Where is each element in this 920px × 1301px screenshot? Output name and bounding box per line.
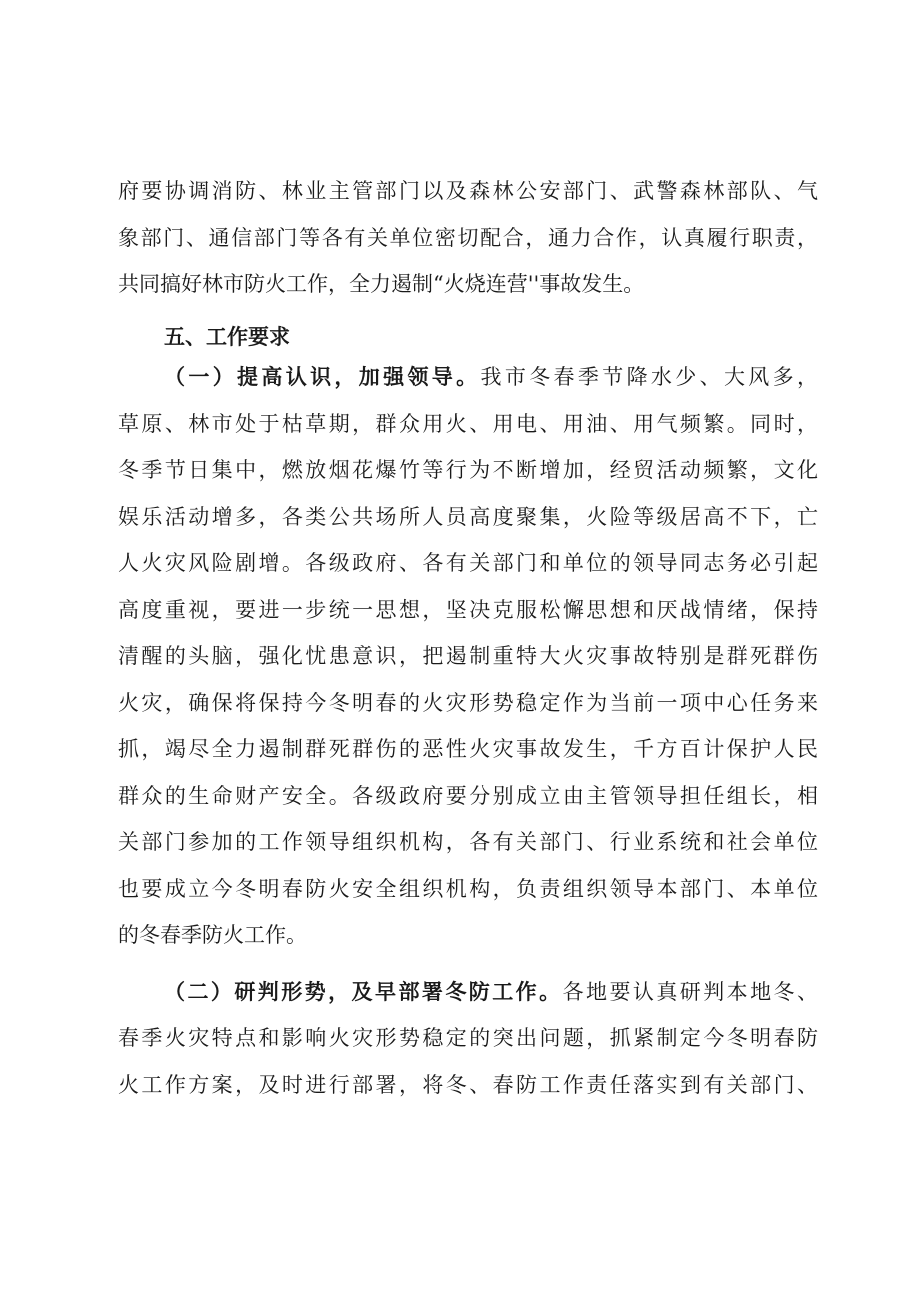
section-heading: 五、工作要求 — [164, 324, 290, 349]
text-line: 火工作方案，及时进行部署，将冬、春防工作责任落实到有关部门、 — [118, 1072, 818, 1097]
paragraph-lead: （二）研判形势，及早部署冬防工作。 — [164, 979, 563, 1004]
text-line: 人火灾风险剧增。各级政府、各有关部门和单位的领导同志务必引起 — [118, 551, 818, 575]
text-line: 春季火灾特点和影响火灾形势稳定的突出问题，抓紧制定今冬明春防 — [118, 1026, 818, 1050]
text-line: 冬季节日集中，燃放烟花爆竹等行为不断增加，经贸活动频繁，文化 — [118, 458, 818, 482]
text-line: 也要成立今冬明春防火安全组织机构，负责组织领导本部门、本单位 — [118, 876, 818, 901]
text-line: 火灾，确保将保持今冬明春的火灾形势稳定作为当前一项中心任务来 — [118, 690, 818, 715]
text-line: 草原、林市处于枯草期，群众用火、用电、用油、用气频繁。同时， — [118, 411, 818, 436]
text-line — [118, 969, 818, 1016]
text-line: 府要协调消防、林业主管部门以及森林公安部门、武警森林部队、气 — [118, 179, 818, 203]
paragraph-text: 我市冬春季节降水少、大风多， — [480, 365, 818, 389]
text-line: 抓，竭尽全力遏制群死群伤的恶性火灾事故发生，千方百计保护人民 — [118, 737, 818, 761]
document-body — [118, 168, 818, 1108]
text-line — [118, 354, 818, 401]
text-line: 清醒的头脑，强化忧患意识，把遏制重特大火灾事故特别是群死群伤 — [118, 644, 818, 668]
paragraph-lead: （一）提高认识，加强领导。 — [164, 365, 481, 389]
paragraph-text: 各地要认真研判本地冬、 — [562, 979, 819, 1004]
text-line: 关部门参加的工作领导组织机构，各有关部门、行业系统和社会单位 — [118, 830, 818, 854]
text-line: 共同搞好林市防火工作，全力遏制“火烧连营''事故发生。 — [118, 272, 645, 296]
text-line: 的冬春季防火工作。 — [118, 923, 307, 947]
text-line: 群众的生命财产安全。各级政府要分别成立由主管领导担任组长，相 — [118, 783, 818, 808]
text-line: 娱乐活动增多，各类公共场所人员高度聚集，火险等级居高不下，亡 — [118, 504, 818, 529]
text-line: 高度重视，要进一步统一思想，坚决克服松懈思想和厌战情绪，保持 — [118, 597, 818, 622]
text-line: 象部门、通信部门等各有关单位密切配合，通力合作，认真履行职责， — [118, 225, 818, 250]
